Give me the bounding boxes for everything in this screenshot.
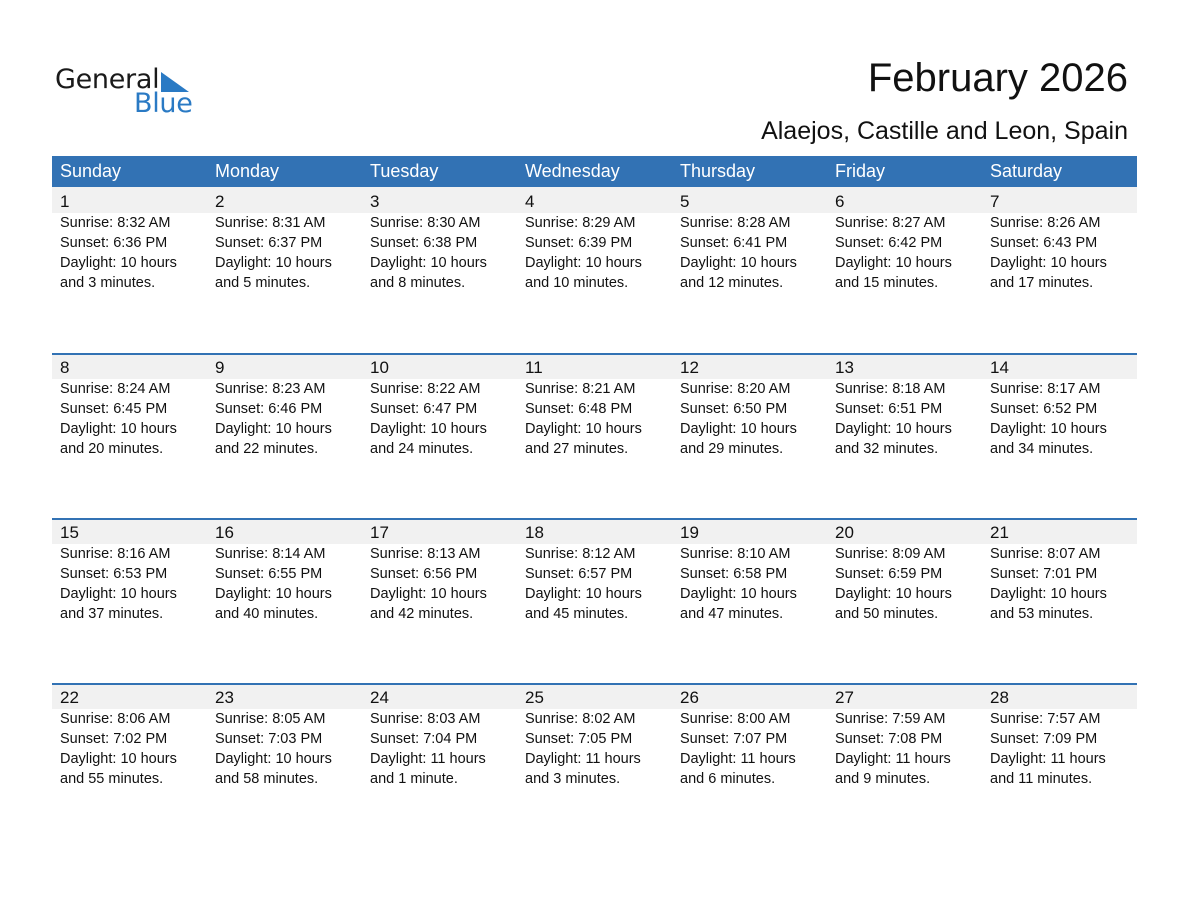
sunrise-text: Sunrise: 8:26 AM (990, 215, 1101, 231)
daylight-minutes-text: and 32 minutes. (835, 441, 939, 457)
sunrise-text: Sunrise: 8:05 AM (215, 711, 326, 727)
daylight-text: Daylight: 10 hours (370, 586, 487, 602)
daylight-text: Daylight: 10 hours (680, 586, 797, 602)
week-cells (52, 683, 1137, 789)
daylight-minutes-text: and 22 minutes. (215, 441, 319, 457)
daylight-text: Daylight: 11 hours (525, 751, 641, 767)
sunrise-text: Sunrise: 8:18 AM (835, 381, 946, 397)
daylight-text: Daylight: 11 hours (990, 751, 1106, 767)
sunset-text: Sunset: 7:01 PM (990, 566, 1098, 582)
day-number: 21 (990, 523, 1009, 542)
daylight-text: Daylight: 10 hours (525, 421, 642, 437)
sunrise-text: Sunrise: 8:29 AM (525, 215, 636, 231)
day-cell (517, 353, 672, 459)
daylight-minutes-text: and 50 minutes. (835, 606, 939, 622)
day-cell (827, 187, 982, 293)
daylight-minutes-text: and 37 minutes. (60, 606, 164, 622)
day-cell (982, 353, 1137, 459)
daylight-text: Daylight: 10 hours (680, 255, 797, 271)
day-cell (827, 518, 982, 624)
day-number: 1 (60, 192, 70, 211)
sunset-text: Sunset: 7:07 PM (680, 731, 788, 747)
daylight-text: Daylight: 10 hours (60, 255, 177, 271)
weeks-container (52, 187, 1137, 848)
day-cell (672, 353, 827, 459)
day-cell (827, 683, 982, 789)
daylight-minutes-text: and 11 minutes. (990, 771, 1093, 787)
sunset-text: Sunset: 6:41 PM (680, 235, 788, 251)
sunset-text: Sunset: 6:37 PM (215, 235, 323, 251)
daylight-minutes-text: and 17 minutes. (990, 275, 1094, 291)
day-cell (517, 683, 672, 789)
daylight-text: Daylight: 10 hours (525, 586, 642, 602)
sunset-text: Sunset: 6:51 PM (835, 401, 943, 417)
daylight-text: Daylight: 10 hours (60, 421, 177, 437)
daylight-minutes-text: and 20 minutes. (60, 441, 164, 457)
daylight-minutes-text: and 45 minutes. (525, 606, 629, 622)
page-title: February 2026 (867, 56, 1128, 100)
sunrise-text: Sunrise: 8:14 AM (215, 546, 326, 562)
daylight-minutes-text: and 15 minutes. (835, 275, 939, 291)
day-number: 9 (215, 358, 225, 377)
day-number: 18 (525, 523, 544, 542)
day-number: 8 (60, 358, 70, 377)
sunrise-text: Sunrise: 8:30 AM (370, 215, 481, 231)
daylight-text: Daylight: 10 hours (370, 255, 487, 271)
sunset-text: Sunset: 6:55 PM (215, 566, 323, 582)
sunset-text: Sunset: 6:47 PM (370, 401, 478, 417)
daylight-minutes-text: and 40 minutes. (215, 606, 319, 622)
day-number: 28 (990, 688, 1009, 707)
sunrise-text: Sunrise: 8:12 AM (525, 546, 636, 562)
calendar-grid (52, 156, 1137, 848)
daylight-minutes-text: and 53 minutes. (990, 606, 1094, 622)
daylight-text: Daylight: 10 hours (215, 255, 332, 271)
sunset-text: Sunset: 7:02 PM (60, 731, 168, 747)
daylight-text: Daylight: 10 hours (525, 255, 642, 271)
week-row (52, 518, 1137, 683)
logo-text-blue: Blue (134, 88, 193, 119)
sunrise-text: Sunrise: 8:03 AM (370, 711, 481, 727)
day-number: 12 (680, 358, 699, 377)
daylight-minutes-text: and 3 minutes. (60, 275, 156, 291)
day-number: 10 (370, 358, 389, 377)
sunset-text: Sunset: 6:57 PM (525, 566, 633, 582)
day-number: 5 (680, 192, 690, 211)
day-cell (517, 518, 672, 624)
sunrise-text: Sunrise: 8:22 AM (370, 381, 481, 397)
sunrise-text: Sunrise: 8:13 AM (370, 546, 481, 562)
day-number: 23 (215, 688, 234, 707)
sunrise-text: Sunrise: 7:59 AM (835, 711, 946, 727)
sunset-text: Sunset: 6:52 PM (990, 401, 1098, 417)
daylight-text: Daylight: 10 hours (215, 751, 332, 767)
day-cell (362, 683, 517, 789)
day-number: 22 (60, 688, 79, 707)
day-cell (52, 683, 207, 789)
daylight-minutes-text: and 58 minutes. (215, 771, 319, 787)
day-cell (827, 353, 982, 459)
daylight-minutes-text: and 55 minutes. (60, 771, 164, 787)
daylight-minutes-text: and 9 minutes. (835, 771, 931, 787)
day-cell (982, 518, 1137, 624)
sunset-text: Sunset: 6:45 PM (60, 401, 168, 417)
day-cell (672, 683, 827, 789)
daylight-text: Daylight: 10 hours (990, 255, 1107, 271)
daylight-text: Daylight: 10 hours (990, 586, 1107, 602)
sunset-text: Sunset: 7:05 PM (525, 731, 633, 747)
day-number: 26 (680, 688, 699, 707)
day-number: 7 (990, 192, 1000, 211)
day-number: 19 (680, 523, 699, 542)
sunrise-text: Sunrise: 8:17 AM (990, 381, 1101, 397)
sunrise-text: Sunrise: 7:57 AM (990, 711, 1101, 727)
daylight-text: Daylight: 10 hours (835, 586, 952, 602)
day-cell (52, 353, 207, 459)
sunrise-text: Sunrise: 8:02 AM (525, 711, 636, 727)
sunset-text: Sunset: 7:04 PM (370, 731, 478, 747)
week-cells (52, 187, 1137, 293)
day-cell (207, 353, 362, 459)
day-number: 13 (835, 358, 854, 377)
daylight-minutes-text: and 42 minutes. (370, 606, 474, 622)
day-number: 20 (835, 523, 854, 542)
day-cell (672, 187, 827, 293)
sunset-text: Sunset: 6:46 PM (215, 401, 323, 417)
weekday-saturday: Saturday (990, 161, 1063, 181)
day-number: 14 (990, 358, 1009, 377)
daylight-text: Daylight: 11 hours (680, 751, 796, 767)
daylight-text: Daylight: 11 hours (370, 751, 486, 767)
day-number: 25 (525, 688, 544, 707)
daylight-minutes-text: and 12 minutes. (680, 275, 784, 291)
weekday-sunday: Sunday (60, 161, 122, 181)
sunset-text: Sunset: 6:48 PM (525, 401, 633, 417)
daylight-text: Daylight: 10 hours (680, 421, 797, 437)
daylight-minutes-text: and 29 minutes. (680, 441, 784, 457)
sunset-text: Sunset: 6:53 PM (60, 566, 168, 582)
daylight-minutes-text: and 8 minutes. (370, 275, 466, 291)
daylight-text: Daylight: 11 hours (835, 751, 951, 767)
day-cell (982, 683, 1137, 789)
daylight-minutes-text: and 1 minute. (370, 771, 458, 787)
daylight-minutes-text: and 47 minutes. (680, 606, 784, 622)
sunset-text: Sunset: 6:43 PM (990, 235, 1098, 251)
day-number: 24 (370, 688, 389, 707)
daylight-text: Daylight: 10 hours (835, 421, 952, 437)
sunrise-text: Sunrise: 8:21 AM (525, 381, 636, 397)
sunset-text: Sunset: 7:08 PM (835, 731, 943, 747)
sunrise-text: Sunrise: 8:09 AM (835, 546, 946, 562)
day-cell (207, 683, 362, 789)
day-cell (52, 518, 207, 624)
day-number: 11 (525, 358, 543, 377)
daylight-text: Daylight: 10 hours (835, 255, 952, 271)
day-number: 2 (215, 192, 225, 211)
day-number: 15 (60, 523, 79, 542)
daylight-text: Daylight: 10 hours (990, 421, 1107, 437)
sunrise-text: Sunrise: 8:28 AM (680, 215, 791, 231)
location-subtitle: Alaejos, Castille and Leon, Spain (761, 117, 1128, 145)
daylight-minutes-text: and 34 minutes. (990, 441, 1094, 457)
generalblue-logo (55, 64, 195, 120)
sunrise-text: Sunrise: 8:06 AM (60, 711, 171, 727)
weekday-header-row (52, 156, 1137, 187)
day-number: 4 (525, 192, 535, 211)
daylight-minutes-text: and 27 minutes. (525, 441, 629, 457)
sunrise-text: Sunrise: 8:24 AM (60, 381, 171, 397)
sunrise-text: Sunrise: 8:00 AM (680, 711, 791, 727)
day-number: 27 (835, 688, 854, 707)
daylight-minutes-text: and 3 minutes. (525, 771, 621, 787)
sunset-text: Sunset: 6:58 PM (680, 566, 788, 582)
week-row (52, 187, 1137, 353)
sunset-text: Sunset: 6:39 PM (525, 235, 633, 251)
day-cell (362, 187, 517, 293)
day-cell (52, 187, 207, 293)
week-row (52, 683, 1137, 848)
daylight-minutes-text: and 24 minutes. (370, 441, 474, 457)
day-cell (207, 518, 362, 624)
daylight-text: Daylight: 10 hours (60, 586, 177, 602)
day-cell (672, 518, 827, 624)
day-cell (362, 518, 517, 624)
sunset-text: Sunset: 7:03 PM (215, 731, 323, 747)
weekday-thursday: Thursday (680, 161, 756, 181)
daylight-text: Daylight: 10 hours (215, 421, 332, 437)
sunset-text: Sunset: 7:09 PM (990, 731, 1098, 747)
daylight-text: Daylight: 10 hours (370, 421, 487, 437)
sunset-text: Sunset: 6:38 PM (370, 235, 478, 251)
weekday-monday: Monday (215, 161, 280, 181)
day-cell (362, 353, 517, 459)
sunrise-text: Sunrise: 8:32 AM (60, 215, 171, 231)
week-cells (52, 518, 1137, 624)
week-cells (52, 353, 1137, 459)
weekday-tuesday: Tuesday (370, 161, 439, 181)
sunset-text: Sunset: 6:50 PM (680, 401, 788, 417)
day-number: 6 (835, 192, 845, 211)
daylight-text: Daylight: 10 hours (60, 751, 177, 767)
week-row (52, 353, 1137, 518)
sunset-text: Sunset: 6:56 PM (370, 566, 478, 582)
day-cell (207, 187, 362, 293)
daylight-minutes-text: and 5 minutes. (215, 275, 311, 291)
day-number: 3 (370, 192, 380, 211)
daylight-minutes-text: and 10 minutes. (525, 275, 629, 291)
sunrise-text: Sunrise: 8:31 AM (215, 215, 326, 231)
day-number: 17 (370, 523, 389, 542)
day-cell (517, 187, 672, 293)
day-cell (982, 187, 1137, 293)
sunrise-text: Sunrise: 8:07 AM (990, 546, 1101, 562)
sunrise-text: Sunrise: 8:27 AM (835, 215, 946, 231)
day-number: 16 (215, 523, 234, 542)
sunset-text: Sunset: 6:36 PM (60, 235, 168, 251)
sunset-text: Sunset: 6:42 PM (835, 235, 943, 251)
logo-text-general: General (55, 64, 160, 95)
sunset-text: Sunset: 6:59 PM (835, 566, 943, 582)
daylight-minutes-text: and 6 minutes. (680, 771, 776, 787)
sunrise-text: Sunrise: 8:20 AM (680, 381, 791, 397)
sunrise-text: Sunrise: 8:10 AM (680, 546, 791, 562)
sunrise-text: Sunrise: 8:16 AM (60, 546, 171, 562)
weekday-wednesday: Wednesday (525, 161, 620, 181)
sunrise-text: Sunrise: 8:23 AM (215, 381, 326, 397)
weekday-friday: Friday (835, 161, 886, 181)
daylight-text: Daylight: 10 hours (215, 586, 332, 602)
